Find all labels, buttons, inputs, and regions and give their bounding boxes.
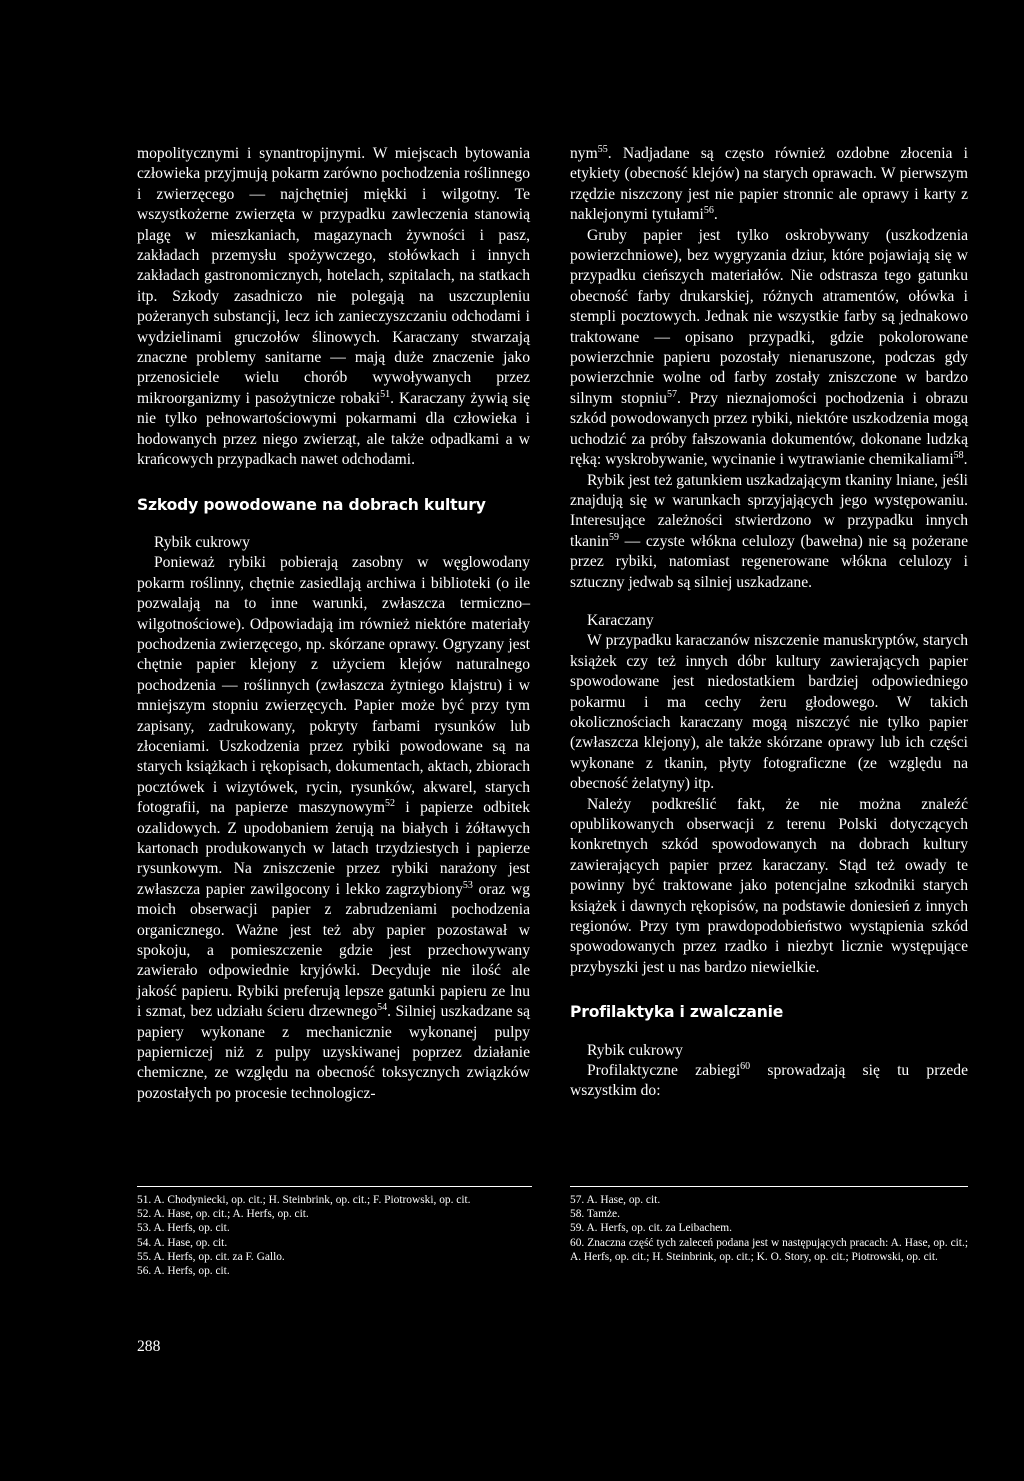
footnote-ref[interactable]: 59 [608, 531, 619, 543]
paragraph: Należy podkreślić fakt, że nie można znaleźć opublikowanych obserwacji z terenu Polski dotyczących konkretnych szkód spowodowanych na dobrach kultury zawierających papier przez karaczany. Stąd też owady te powinny być traktowane jako potencjalne szkodniki starych książek i dawnych rękopisów, na podstawie doniesień z innych regionów. Przy tym prawdopodobieństwo wystąpienia szkód spowodowanych przez rzadko i niezbyt licznie występujące przybyszki jest u nas bardzo niewielkie. [570, 795, 968, 976]
subsection-heading: Rybik cukrowy [587, 1041, 683, 1059]
paragraph: Gruby papier jest tylko oskrobywany (uszkodzenia powierzchniowe), bez wygryzania dziur, które pojawiają się w przypadku cieńszych materiałów. Nie odstrasza tego gatunku obecność farby drukarskiej, różnych atramentów, ołówka i stempli pocztowych. Jednak nie wszystkie farby są jednakowo traktowane — opisano przypadki, gdzie pokolorowane powierzchnie papieru pozostały nienaruszone, podczas gdy powierzchnie wolne od farby zostały zniszczone w bardzo silnym stopniu$^{57}$. Przy nieznajomości pochodzenia i obrazu szkód powodowanych przez rybiki, niektóre uszkodzenia mogą uchodzić za próby fałszowania dokumentów, dokonane ludzką ręką: wyskrobywanie, wycinanie i wytrawianie chemikaliami$^{58}$. [570, 226, 968, 469]
footnote-ref[interactable]: 53 [462, 879, 473, 891]
subsection-heading: Rybik cukrowy [154, 533, 250, 551]
footnote-ref[interactable]: 56 [703, 205, 714, 217]
footnote: 53. A. Herfs, op. cit. [137, 1222, 230, 1235]
footnote-ref[interactable]: 55 [597, 143, 608, 155]
paragraph: nym$^{55}$. Nadjadane są często również ozdobne złocenia i etykiety (obecność klejów) na starych oprawach. W pierwszym rzędzie niszczony jest nie papier stronnic ale oprawy i karty z naklejonymi tytułami$^{56}$. [570, 143, 968, 224]
paragraph: Ponieważ rybiki pobierają zasobny w węglowodany pokarm roślinny, chętnie zasiedlają archiwa i biblioteki (o ile pozwalają na to inne warunki, zwłaszcza termiczno–wilgotnościowe). Odpowiadają im również niektóre materiały pochodzenia zwierzęcego, np. skórzane oprawy. Ogryzany jest chętnie papier klejony z użyciem klejów naturalnego pochodzenia — roślinnych (zwłaszcza żytniego klajstru) i w mniejszym stopniu zwierzęcych. Papier może być przy tym zapisany, zadrukowany, pokryty farbami rysunków lub złoceniami. Uszkodzenia przez rybiki powodowane są na starych książkach i rękopisach, dokumentach, aktach, zbiorach pocztówek i wizytówek, rycin, rysunków, akwarel, starych fotografii, na papierze maszynowym$^{52}$ i papierze odbitek ozalidowych. Z upodobaniem żerują na białych i żółtawych kartonach produkowanych w latach trzydziestych i papierze rysunkowym. Na zniszczenie przez rybiki narażony jest zwłaszcza papier zawilgocony i lekko zagrzybiony$^{53}$ oraz wg moich obserwacji papier z zabrudzeniami pochodzenia organicznego. Ważne jest też aby papier pozostawał w spokoju, a pomieszczenie gdzie jest przechowywany zawierało odpowiednie kryjówki. Decyduje nie ilość ale jakość papieru. Rybiki preferują lepsze gatunki papieru ze lnu i szmat, bez udziału ścieru drzewnego$^{54}$. Silniej uszkadzane są papiery wykonane z mechanicznie wykonanej pulpy papierniczej niż z pulpy uzyskiwanej poprzez działanie chemiczne, ze względu na obecność toksycznych związków pozostałych po procesie technologicz- [137, 554, 531, 1102]
footnote-divider [570, 1186, 968, 1187]
footnote-ref[interactable]: 52 [385, 798, 396, 809]
section-heading: Profilaktyka i zwalczanie [570, 1003, 784, 1022]
footnote: 58. Tamże. [570, 1208, 620, 1221]
left-column [137, 144, 530, 1104]
footnote: 55. A. Herfs, op. cit. za F. Gallo. [137, 1250, 285, 1263]
footnote: 57. A. Hase, op. cit. [570, 1194, 661, 1206]
footnotes-right [570, 1186, 968, 1264]
footnote: 60. Znaczna część tych zaleceń podana jest w następujących pracach: A. Hase, op. cit.; A. Herfs, op. cit.; H. Steinbrink, op. cit.; K. O. Story, op. cit.; Piotrowski, op. cit. [570, 1236, 968, 1263]
footnotes-left [137, 1186, 532, 1278]
footnote: 52. A. Hase, op. cit.; A. Herfs, op. cit. [137, 1208, 309, 1221]
footnote: 56. A. Herfs, op. cit. [137, 1265, 230, 1278]
subsection-heading: Karaczany [587, 611, 654, 629]
footnote-ref[interactable]: 57 [666, 388, 677, 400]
footnote-divider [137, 1186, 532, 1187]
footnote-ref[interactable]: 60 [740, 1060, 751, 1072]
paragraph: Rybik jest też gatunkiem uszkadzającym tkaniny lniane, jeśli znajdują się w warunkach sprzyjających jego występowaniu. Interesujące zależności stwierdzono w przypadku innych tkanin$^{59}$ — czyste włókna celulozy (bawełna) nie są pożerane przez rybiki, natomiast regenerowane włókna celulozy i sztuczny jedwab są silniej uszkadzane. [570, 471, 968, 591]
footnote-ref[interactable]: 58 [953, 449, 964, 461]
right-column [570, 144, 968, 1102]
footnote: 54. A. Hase, op. cit. [137, 1236, 228, 1249]
footnote-ref[interactable]: 54 [377, 1002, 388, 1014]
paragraph: mopolitycznymi i synantropijnymi. W miejscach bytowania człowieka przyjmują pokarm zarówno pochodzenia roślinnego i zwierzęcego — najchętniej miękki i wilgotny. Te wszystkożerne zwierzęta w przypadku zawleczenia stanowią plagę w mieszkaniach, magazynach żywności i pasz, zakładach przemysłu spożywczego, stołówkach i innych zakładach gastronomicznych, hotelach, szpitalach, na statkach itp. Szkody zasadniczo nie polegają na uszczupleniu pożeranych substancji, lecz ich zanieczyszczaniu odchodami i wydzielinami gruczołów ślinowych. Karaczany stwarzają znaczne problemy sanitarne — mają duże znaczenie jako przenosiciele wielu chorób wywoływanych przez mikroorganizmy i pasożytnicze robaki$^{51}$. Karaczany żywią się nie tylko pełnowartościowymi pokarmami dla człowieka i hodowanych przez niego zwierząt, ale także odpadkami a w krańcowych przypadkach nawet odchodami. [137, 145, 530, 469]
paragraph: W przypadku karaczanów niszczenie manuskryptów, starych książek czy też innych dóbr kultury zawierających papier spowodowane jest niedostatkiem bardziej odpowiedniego pokarmu i ma cechy żeru głodowego. W takich okolicznościach karaczany mogą niszczyć nie tylko papier (zwłaszcza klejony), ale także skórzane oprawy lub ich części wykonane z tkanin, płyty fotograficzne (ze względu na obecność żelatyny) itp. [570, 632, 968, 793]
page-number: 288 [137, 1338, 161, 1355]
footnote: 51. A. Chodyniecki, op. cit.; H. Steinbrink, op. cit.; F. Piotrowski, op. cit. [137, 1194, 471, 1206]
footnote-ref[interactable]: 51 [380, 388, 391, 400]
section-heading: Szkody powodowane na dobrach kultury [137, 495, 486, 514]
footnote: 59. A. Herfs, op. cit. za Leibachem. [570, 1222, 732, 1235]
paragraph: Profilaktyczne zabiegi$^{60}$ sprowadzają się tu przede wszystkim do: [570, 1060, 968, 1100]
